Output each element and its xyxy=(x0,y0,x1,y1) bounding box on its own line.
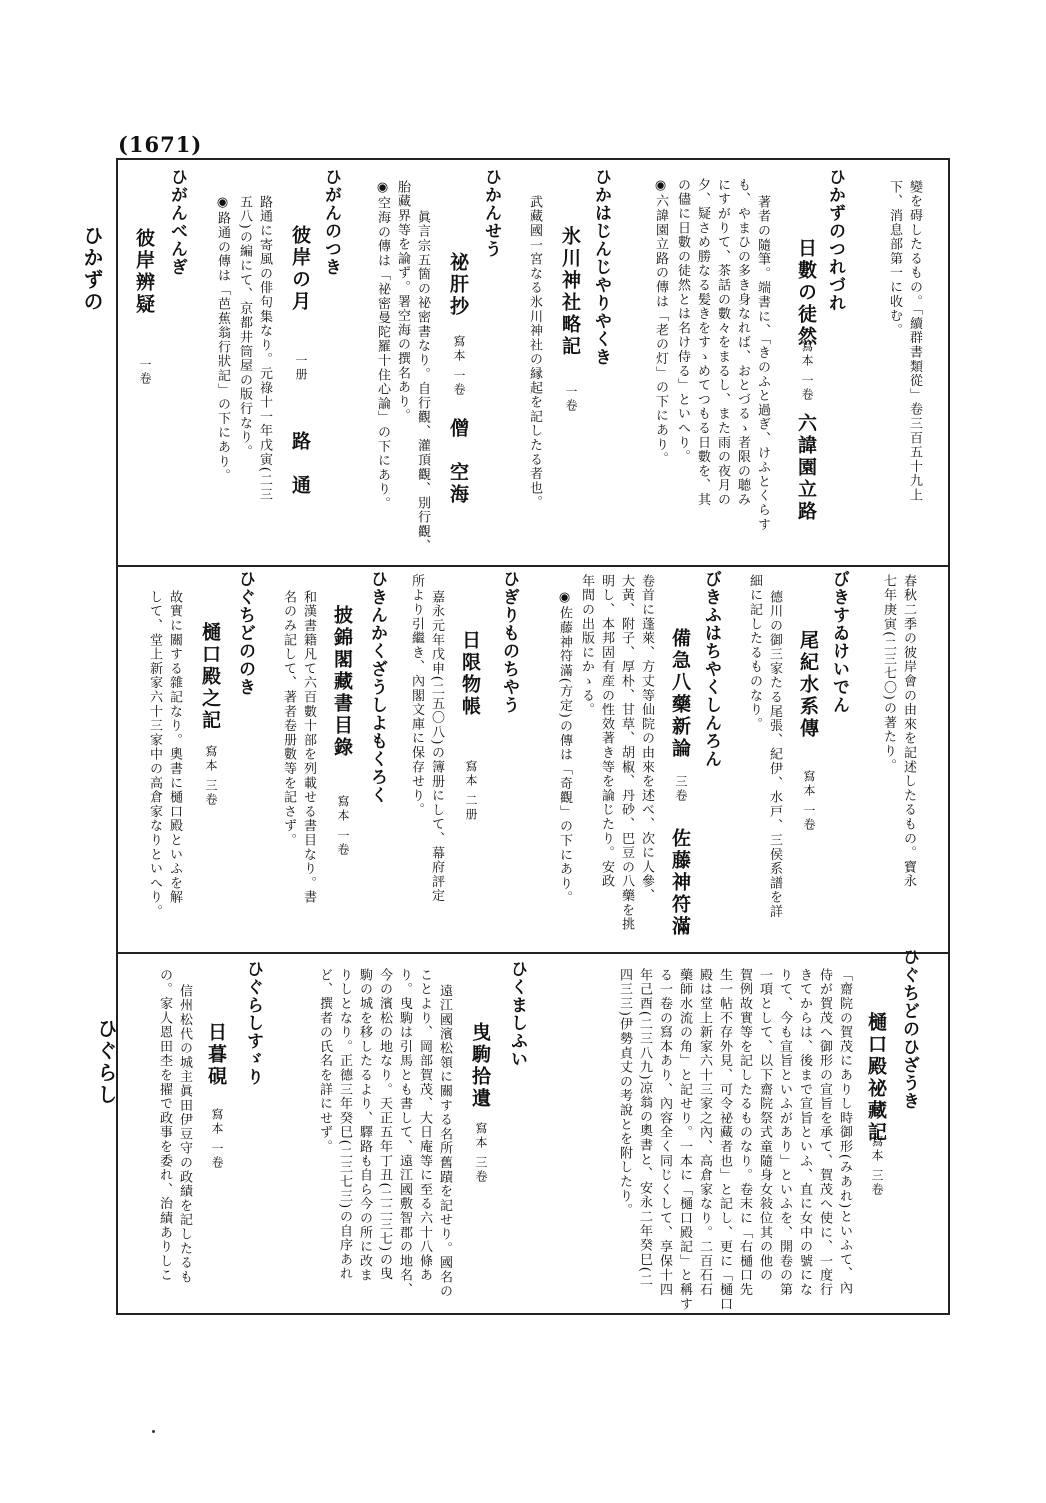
body-line: 變を碍したるもの。「續群書類從」卷三百五十九上 xyxy=(907,180,922,503)
body-line: 五八)の編にて、京都井筒屋の版行なり。 xyxy=(237,195,252,459)
section-divider-upper xyxy=(116,565,950,567)
entry-meta: 寫本 一卷 xyxy=(452,335,466,397)
entry-title: 樋口殿之記 xyxy=(199,622,221,732)
entry-title: 彼岸辨疑 xyxy=(133,228,155,316)
body-line: ど、撰者の氏名を詳にせず。 xyxy=(317,968,332,1154)
body-line: 名のみ記して、著者卷册數等を記さず。 xyxy=(281,590,296,848)
body-line: 殿は堂上新家六十三家之內、高倉家なり。二百石石 xyxy=(697,968,712,1297)
body-line: も、やまひの多き身なれば、おとづるゝ者限の聴み xyxy=(735,178,750,507)
entry-heading: ひがんのつき xyxy=(321,168,341,276)
entry-author: 僧 空海 xyxy=(447,418,469,506)
body-line: 一項として、以下齋院祭式童隨身女敍位其の他の xyxy=(757,968,772,1283)
entry-title: 日暮硯 xyxy=(205,1022,227,1088)
page-number: (1671) xyxy=(118,132,203,157)
body-line: 「齋院の賀茂にありし時御形(みあれ)といふて、內 xyxy=(837,968,852,1296)
entry-heading: ひがんべんぎ xyxy=(167,168,187,276)
entry-heading: ひかはじんじやりやくき xyxy=(591,168,611,366)
body-line: り。曳駒は引馬とも書して、遠江國敷智郡の地名、 xyxy=(397,968,412,1297)
body-line: 侍が賀茂へ御形の宣旨を承て、賀茂へ使に、一度行 xyxy=(817,968,832,1297)
body-line: 所より引繼き、內閣文庫に保存せり。 xyxy=(409,574,424,818)
body-line: 下、消息部第一に收む。 xyxy=(887,180,902,338)
entry-meta: 寫本 二册 xyxy=(464,760,478,822)
entry-title: 日數の徒然 xyxy=(795,238,817,348)
body-line: 賀例故實等を記したるものなり。卷末に「右樋口先 xyxy=(737,968,752,1297)
body-line: りて、今も宣旨といふがあり」といふを、開卷の第 xyxy=(777,968,792,1297)
body-line: 遠江國濱松領に關する名所舊蹟を記せり。國名の xyxy=(437,984,452,1299)
entry-author: 路 通 xyxy=(289,431,311,497)
body-line: ◉佐藤神符滿(方定)の傳は「奇觀」の下にあり。 xyxy=(557,590,572,906)
body-line: 和漢書籍凡て六百數十部を列載せる書目なり。書 xyxy=(301,590,316,905)
body-line: ことより、岡部賀茂、大日庵等に至る六十八條あ xyxy=(417,968,432,1283)
margin-label-bottom: ひぐらし xyxy=(94,1018,118,1106)
body-line: 路通に寄風の俳句集なり。元祿十一年戊寅(二三 xyxy=(257,195,272,502)
body-line: ◉空海の傳は「祕密曼陀羅十住心論」の下にあり。 xyxy=(375,180,390,511)
entry-title: 披錦閣藏書目錄 xyxy=(331,605,353,759)
body-line: 武藏國一宮なる氷川神社の縁起を記したる者也。 xyxy=(527,195,542,510)
body-line: 年己酉(二三八九)凉翁の奧書と、安永二年癸巳(二 xyxy=(637,968,652,1288)
body-line: 春秋二季の彼岸會の由來を記述したるもの。寶永 xyxy=(901,574,916,889)
body-line: して、堂上新家六十三家中の高倉家なりといへり。 xyxy=(147,590,162,919)
entry-heading: ひぎりものちやう xyxy=(499,570,519,714)
entry-meta: 一卷 xyxy=(564,385,578,413)
entry-title: 樋口殿祕藏記 xyxy=(865,1012,887,1144)
body-line: 胎藏界等を論ず。署空海の撰名あり。 xyxy=(395,180,410,424)
entry-meta: 寫本 一卷 xyxy=(336,795,350,857)
entry-heading: びきふはちやくしんろん xyxy=(701,570,721,768)
body-line: 大黃、附子、厚朴、甘草、胡椒、丹砂、巴豆の八藥を挑 xyxy=(619,574,634,932)
body-line: 細に記したるものなり。 xyxy=(747,574,762,732)
entry-meta: 一卷 xyxy=(138,358,152,386)
margin-label-top: ひかずの xyxy=(80,225,104,313)
entry-meta: 寫本 一卷 xyxy=(802,770,816,832)
entry-title: 尾紀水系傳 xyxy=(797,630,819,740)
body-line: 嘉永元年戊申(二五〇八)の簿册にして、幕府評定 xyxy=(429,590,444,904)
entry-heading: ひかんせう xyxy=(481,168,501,258)
entry-title: 日限物帳 xyxy=(459,630,481,718)
body-line: にすがりて、茶話の數々をまるし、また雨の夜月の xyxy=(715,178,730,507)
entry-meta: 寫本 三卷 xyxy=(474,1122,488,1184)
body-line: 信州松代の城主眞田伊豆守の政績を記したるも xyxy=(177,984,192,1285)
body-line: 故實に關する雜記なり。奧書に樋口殿といふを解 xyxy=(167,590,182,905)
section-divider-lower xyxy=(116,952,950,954)
entry-title: 曳駒拾遺 xyxy=(469,1022,491,1110)
body-line: 眞言宗五箇の祕密書なり。自行觀、灌頂觀、別行觀、 xyxy=(415,210,430,554)
body-line: きてからは、後まで宣旨といふ、直に女中の號にな xyxy=(797,968,812,1297)
entry-heading: ひぐちどのひざうき xyxy=(899,948,919,1110)
body-line: る一卷の寫本あり、內容全く同じくして、享保十四 xyxy=(657,968,672,1297)
body-line: 四三三)伊勢貞丈の考說とを附したり。 xyxy=(617,968,632,1218)
body-line: 年間の出版にかゝる。 xyxy=(579,574,594,717)
entry-title: 彼岸の月 xyxy=(289,225,311,313)
body-line: ◉路通の傳は「芭蕉翁行狀記」の下にあり。 xyxy=(215,195,230,483)
body-line: りしとなり。正德三年癸巳(二三七三)の自序あれ xyxy=(337,968,352,1282)
entry-heading: ひぐちどののき xyxy=(235,570,255,696)
body-line: 七年庚寅(二三七〇)の著たり。 xyxy=(881,574,896,773)
body-line: の儘に日數の徒然とは名け侍る」といへり。 xyxy=(675,178,690,464)
stray-mark xyxy=(152,1430,155,1433)
body-line: の。家人恩田杢を擢で政事を委れ、治績ありしこ xyxy=(157,968,172,1283)
entry-heading: ひきんかくざうしよもくろく xyxy=(367,570,387,804)
entry-author: 六諱園立路 xyxy=(795,413,817,523)
entry-title: 氷川神社略記 xyxy=(559,226,581,358)
body-line: ◉六諱園立路の傳は「老の灯」の下にあり。 xyxy=(653,178,668,466)
entry-heading: びきすゐけいでん xyxy=(829,570,849,714)
body-line: 卷首に蓬萊、方丈等仙院の由來を述べ、次に人參、 xyxy=(639,574,654,903)
body-line: 駒の城を移したるより、驛路も自ら今の所に改ま xyxy=(357,968,372,1283)
entry-meta: 寫本 一卷 xyxy=(800,340,814,402)
entry-heading: ひぐらしすゞり xyxy=(243,960,263,1086)
entry-meta: 寫本 一卷 xyxy=(210,1108,224,1170)
body-line: 夕、疑さめ勝なる髪きをすゝめてつもる日數を、其 xyxy=(695,178,710,507)
entry-meta: 寫本 三卷 xyxy=(870,1135,884,1197)
entry-meta: 三卷 xyxy=(674,775,688,803)
body-line: 今の濱松の地なり。天正五年丁丑(二二三七)の曳 xyxy=(377,968,392,1282)
body-line: 德川の御三家たる尾張、紀伊、水戸、三侯系譜を詳 xyxy=(767,590,782,919)
body-line: 藥師水流の角」と記せり。一本に「樋口殿記」と稱す xyxy=(677,968,692,1312)
entry-heading: ひくましふい xyxy=(507,960,527,1068)
entry-title: 祕肝抄 xyxy=(447,252,469,318)
entry-heading: ひかずのつれづれ xyxy=(825,168,845,312)
entry-meta: 寫本 三卷 xyxy=(204,745,218,807)
body-line: 生一帖不存外見、可令祕藏者也」と記し、更に「樋口 xyxy=(717,968,732,1312)
entry-meta: 一册 xyxy=(294,354,308,382)
entry-title: 備急八藥新論 xyxy=(669,628,691,760)
entry-author: 佐藤神符滿 xyxy=(669,828,691,938)
body-line: 明し、本邦固有産の性效著き等を論じたり。安政 xyxy=(599,574,614,889)
body-line: 著者の隨筆。端書に、「きのふと過ぎ、けふとくらす xyxy=(755,195,770,532)
